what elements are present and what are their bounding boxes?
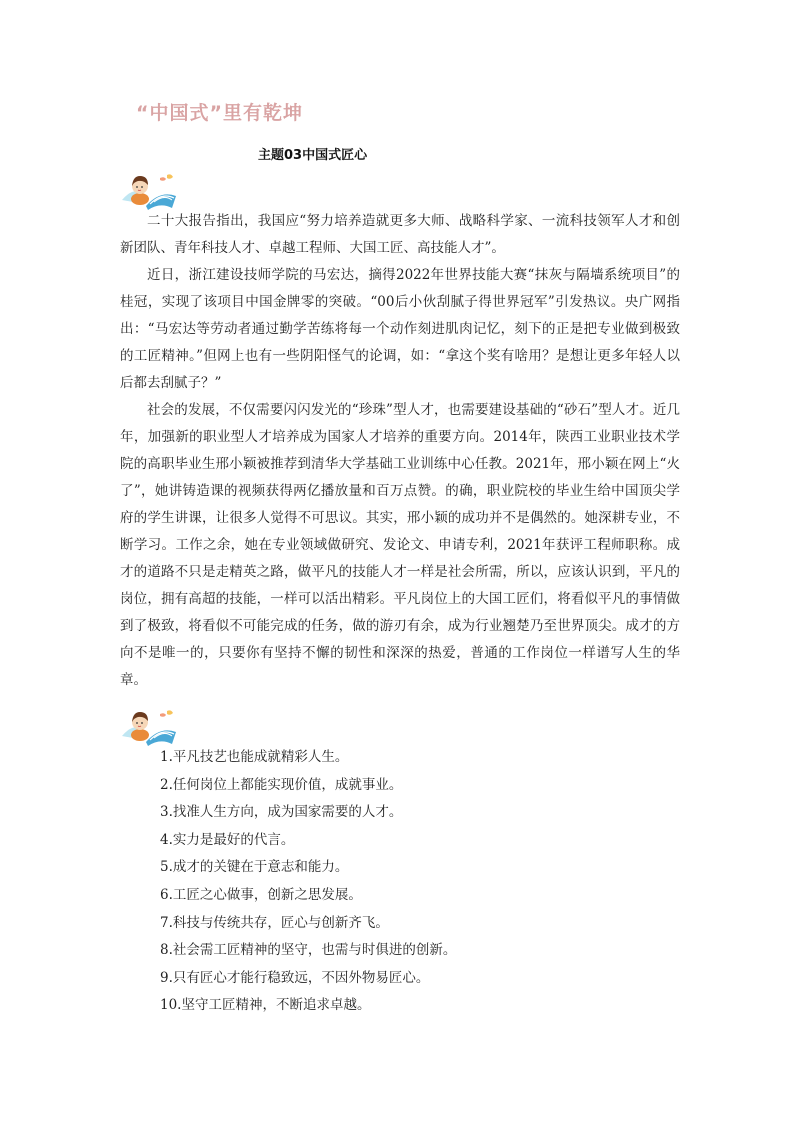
list-item: 10.坚守工匠精神，不断追求卓越。 bbox=[160, 997, 371, 1014]
paragraph: 社会的发展，不仅需要闪闪发光的“珍珠”型人才，也需要建设基础的“砂石”型人才。近几年，加强新的职业型人才培养成为国家人才培养的重要方向。2014年，陕西工业职业技术学院的高职毕业生邢小颖被推荐到清华大学基础工业训练中心任教。2021年，邢小颖在网上“火了”，她讲铸造课的视频获得两亿播放量和百万点赞。的确，职业院校的毕业生给中国顶尖学府的学生讲课，让很多人觉得不可思议。其实，邢小颖的成功并不是偶然的。她深耕专业，不断学习。工作之余，她在专业领域做研究、发论文、申请专利，2021年获评工程师职称。成才的道路不只是走精英之路，做平凡的技能人才一样是社会所需，所以，应该认识到，平凡的岗位，拥有高超的技能，一样可以活出精彩。平凡岗位上的大国工匠们，将看似平凡的事情做到了极致，将看似不可能完成的任务，做的游刃有余，成为行业翘楚乃至世界顶尖。成才的方向不是唯一的，只要你有坚持不懈的韧性和深深的热爱，普通的工作岗位一样谱写人生的华章。 bbox=[120, 402, 680, 688]
topic-subtitle: 主题03中国式匠心 bbox=[258, 148, 368, 163]
list-item: 7.科技与传统共存，匠心与创新齐飞。 bbox=[160, 914, 389, 931]
reading-girl-icon bbox=[120, 170, 180, 212]
list-item: 2.任何岗位上都能实现价值，成就事业。 bbox=[160, 776, 403, 793]
list-item: 4.实力是最好的代言。 bbox=[160, 831, 295, 848]
list-item: 8.社会需工匠精神的坚守，也需与时俱进的创新。 bbox=[160, 942, 457, 959]
paragraph: 近日，浙江建设技师学院的马宏达，摘得2022年世界技能大赛“抹灰与隔墙系统项目”的桂冠，实现了该项目中国金牌零的突破。“00后小伙刮腻子得世界冠军”引发热议。央广网指出：“马宏达等劳动者通过勤学苦练将每一个动作刻进肌肉记忆，刻下的正是把专业做到极致的工匠精神。”但网上也有一些阴阳怪气的论调，如：“拿这个奖有啥用？是想让更多年轻人以后都去刮腻子？” bbox=[120, 267, 680, 391]
list-item: 5.成才的关键在于意志和能力。 bbox=[160, 859, 349, 876]
header-title: “中国式”里有乾坤 bbox=[136, 102, 303, 124]
key-points-list bbox=[160, 744, 456, 1020]
list-item: 9.只有匠心才能行稳致远，不因外物易匠心。 bbox=[160, 969, 430, 986]
article-body bbox=[120, 208, 680, 694]
paragraph: 二十大报告指出，我国应“努力培养造就更多大师、战略科学家、一流科技领军人才和创新团队、青年科技人才、卓越工程师、大国工匠、高技能人才”。 bbox=[120, 213, 680, 256]
list-item: 1.平凡技艺也能成就精彩人生。 bbox=[160, 749, 349, 765]
list-item: 3.找准人生方向，成为国家需要的人才。 bbox=[160, 804, 403, 821]
reading-girl-icon bbox=[120, 706, 180, 748]
list-item: 6.工匠之心做事，创新之思发展。 bbox=[160, 886, 362, 903]
